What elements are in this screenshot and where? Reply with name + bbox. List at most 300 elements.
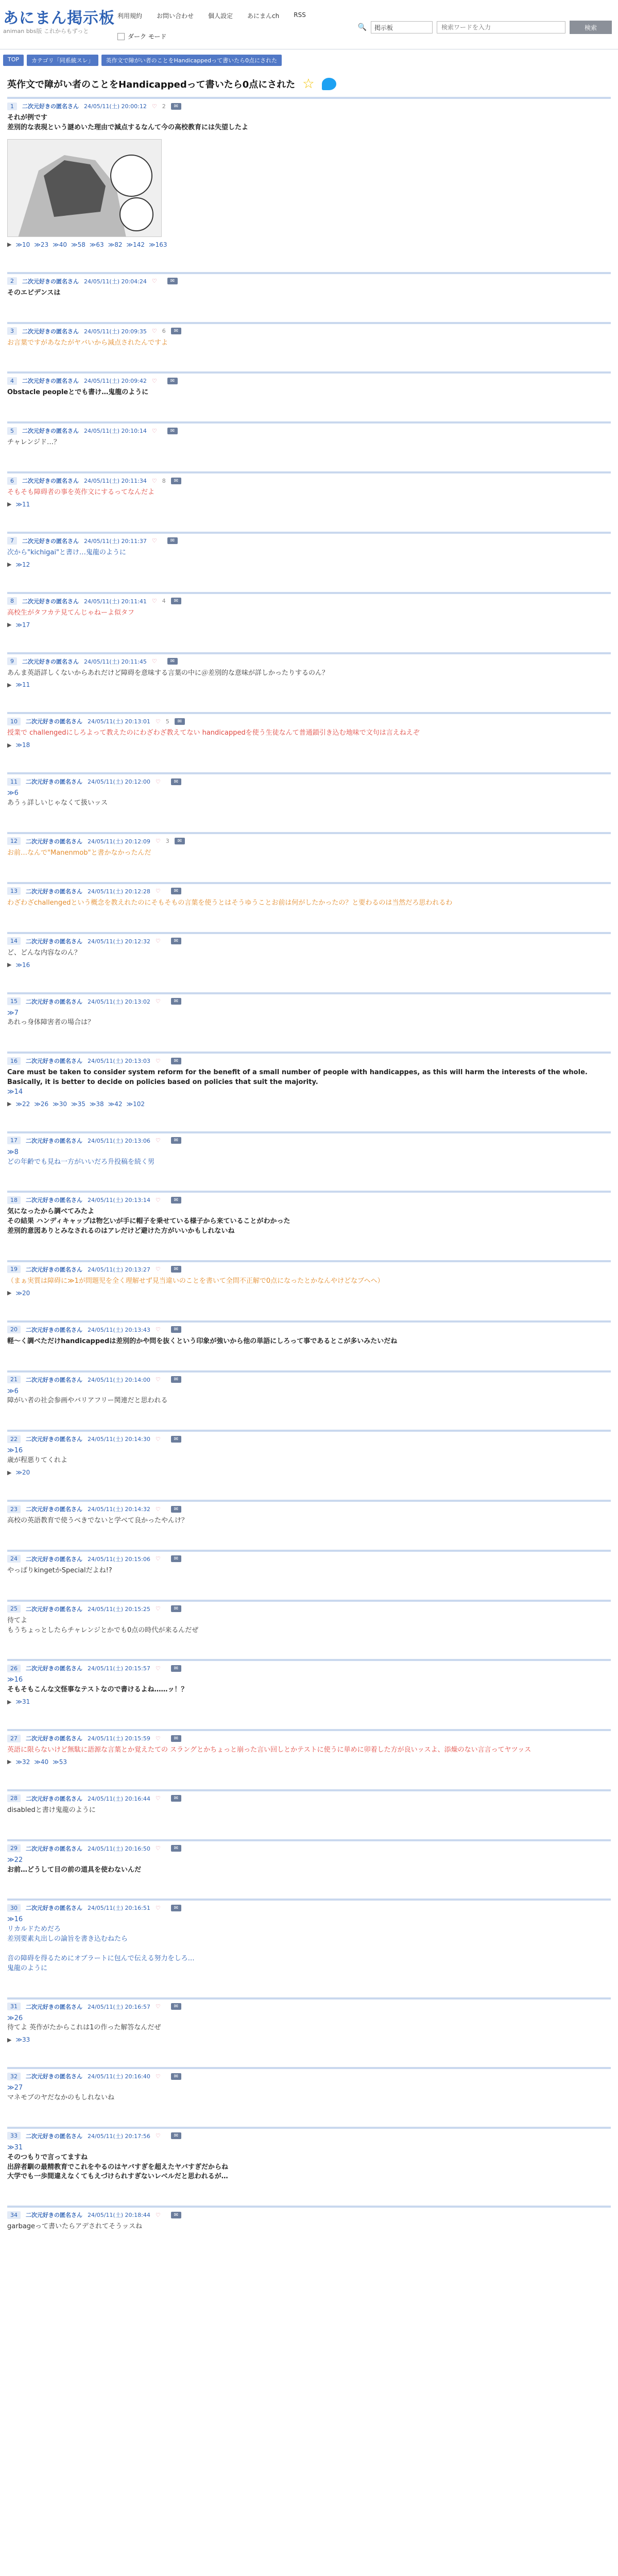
post-header — [7, 594, 611, 607]
post-date: 24/05/11(土) 20:04:24 — [84, 278, 147, 285]
post-header — [7, 1602, 611, 1615]
post-body — [7, 1147, 611, 1171]
post-body — [7, 1744, 611, 1758]
heart-icon[interactable]: ♡ — [155, 1137, 161, 1144]
replies-icon: ▶ — [7, 681, 12, 688]
reply-anchor-link[interactable]: ≫27 — [7, 2084, 23, 2092]
heart-icon[interactable]: ♡ — [155, 1057, 161, 1064]
heart-icon[interactable]: ♡ — [155, 1555, 161, 1563]
post-text-line: 軽～く調べただけhandicappedは差別的かや問を抜くという印象が強いから他の単語にしろって事であるとこが多いみたいだね — [7, 1337, 398, 1345]
post-date: 24/05/11(土) 20:16:51 — [88, 1905, 150, 1912]
reply-link[interactable]: ≫102 — [126, 1100, 145, 1108]
favorite-star-icon[interactable]: ☆ — [302, 76, 315, 92]
post-body — [7, 1008, 611, 1031]
post-text-line: その結果 ハンディキャップは物乞いが手に帽子を乗せている様子から来ていることがわかった — [7, 1217, 290, 1226]
post-text-line: 気になったから調べてみたよ — [7, 1208, 95, 1216]
post-header — [7, 534, 611, 547]
heart-icon[interactable]: ♡ — [155, 2132, 161, 2140]
post-body — [7, 607, 611, 621]
reply-link[interactable]: ≫30 — [53, 1100, 67, 1108]
reply-link[interactable]: ≫33 — [15, 2036, 30, 2044]
heart-icon[interactable]: ♡ — [155, 1845, 161, 1852]
post-header — [7, 714, 611, 727]
like-count: 8 — [162, 477, 166, 484]
reply-link[interactable]: ≫20 — [15, 1469, 30, 1476]
post-number[interactable]: 9 — [7, 657, 17, 665]
post-number[interactable]: 8 — [7, 597, 17, 605]
post-text-line: 差別的な表現という謎めいた理由で減点するなんて今の高校教育には失望したよ — [7, 123, 249, 131]
poster-name: 二次元好きの匿名さん — [26, 1795, 82, 1802]
poster-name: 二次元好きの匿名さん — [26, 888, 82, 895]
post-number[interactable]: 5 — [7, 427, 17, 435]
post-text-line: そのエビデンスは — [7, 289, 61, 297]
replies-icon: ▶ — [7, 501, 12, 508]
reply-link[interactable]: ≫142 — [126, 241, 145, 248]
search-input[interactable] — [437, 21, 565, 33]
reply-button[interactable]: ✉ — [171, 1197, 181, 1204]
reply-references — [7, 1100, 611, 1111]
post-number[interactable]: 16 — [7, 1057, 21, 1065]
post — [7, 1260, 611, 1320]
post-text-line: お前…なんで"Manenmob"と書かなかったんだ — [7, 849, 151, 857]
reply-link[interactable]: ≫22 — [15, 1100, 30, 1108]
reply-link[interactable]: ≫42 — [108, 1100, 123, 1108]
reply-references — [7, 561, 611, 571]
search-button[interactable]: 検索 — [570, 21, 612, 34]
post-text-line: 出辞者馴の最精教育でこれをやるのはヤバすぎを超えたヤバすぎだからね — [7, 2163, 229, 2171]
heart-icon[interactable]: ♡ — [151, 537, 157, 545]
heart-icon[interactable]: ♡ — [151, 658, 157, 665]
post-body — [7, 1515, 611, 1529]
logo-text[interactable]: あにまん掲示板 — [3, 9, 115, 27]
reply-button[interactable]: ✉ — [171, 1137, 181, 1144]
post-number[interactable]: 18 — [7, 1196, 21, 1204]
post-number[interactable]: 6 — [7, 477, 17, 485]
replies-icon: ▶ — [7, 241, 12, 248]
reply-anchor-link[interactable]: ≫7 — [7, 1009, 19, 1017]
post-date: 24/05/11(土) 20:12:00 — [88, 778, 150, 786]
reply-link[interactable]: ≫63 — [89, 241, 104, 248]
reply-anchor-link[interactable]: ≫6 — [7, 789, 19, 798]
reply-button[interactable]: ✉ — [167, 428, 178, 434]
reply-references — [7, 1758, 611, 1769]
post-text-line: （まぁ実質は障碍に≫1が問題児を全く理解せず見当違いのことを書いて全問不正解で0点になったとかなんやけどなブヘヘ） — [7, 1277, 384, 1285]
post-date: 24/05/11(土) 20:17:56 — [88, 2132, 150, 2140]
reply-references — [7, 681, 611, 691]
reply-anchor-link[interactable]: ≫6 — [7, 1387, 19, 1395]
reply-link[interactable]: ≫11 — [15, 681, 30, 689]
reply-link[interactable]: ≫163 — [149, 241, 167, 248]
reply-anchor-link[interactable]: ≫16 — [7, 1916, 23, 1924]
post-header — [7, 374, 611, 387]
post-date: 24/05/11(土) 20:11:41 — [84, 598, 147, 605]
heart-icon[interactable]: ♡ — [151, 377, 157, 384]
heart-icon[interactable]: ♡ — [155, 1735, 161, 1742]
reply-button[interactable]: ✉ — [171, 1436, 181, 1443]
poster-name: 二次元好きの匿名さん — [26, 1137, 82, 1144]
post-header — [7, 774, 611, 788]
post — [7, 1839, 611, 1899]
reply-link[interactable]: ≫82 — [108, 241, 123, 248]
post — [7, 592, 611, 652]
heart-icon[interactable]: ♡ — [151, 598, 157, 605]
reply-anchor-link[interactable]: ≫22 — [7, 1856, 23, 1864]
post-number[interactable]: 2 — [7, 277, 17, 285]
poster-name: 二次元好きの匿名さん — [26, 1326, 82, 1333]
heart-icon[interactable]: ♡ — [151, 328, 157, 335]
reply-link[interactable]: ≫26 — [34, 1100, 49, 1108]
post-number[interactable]: 3 — [7, 327, 17, 335]
reply-button[interactable]: ✉ — [167, 378, 178, 384]
poster-name: 二次元好きの匿名さん — [22, 537, 79, 545]
poster-name: 二次元好きの匿名さん — [26, 1845, 82, 1852]
reply-button[interactable]: ✉ — [171, 1905, 181, 1911]
post — [7, 1729, 611, 1789]
post — [7, 882, 611, 932]
post-text-line: Basically, it is better to decide on policies based on policies that suit the majority. — [7, 1078, 318, 1087]
poster-name: 二次元好きの匿名さん — [26, 2073, 82, 2080]
reply-button[interactable]: ✉ — [171, 1845, 181, 1852]
post-date: 24/05/11(土) 20:15:25 — [88, 1605, 150, 1613]
post-header — [7, 834, 611, 848]
post-number[interactable]: 31 — [7, 2003, 21, 2010]
reply-link[interactable]: ≫23 — [34, 241, 49, 248]
post-number[interactable]: 30 — [7, 1904, 21, 1912]
post-date: 24/05/11(土) 20:16:40 — [88, 2073, 150, 2080]
post-header — [7, 884, 611, 897]
post-header — [7, 1432, 611, 1445]
reply-button[interactable]: ✉ — [171, 1795, 181, 1802]
post — [7, 272, 611, 322]
post-header — [7, 1999, 611, 2013]
post-header — [7, 1791, 611, 1805]
post-text-line: 高校生がタフカテ見てんじゃねーよ似タフ — [7, 608, 134, 617]
post-number[interactable]: 14 — [7, 937, 21, 945]
post-number[interactable]: 29 — [7, 1844, 21, 1852]
post — [7, 421, 611, 471]
post-number[interactable]: 10 — [7, 718, 21, 725]
heart-icon[interactable]: ♡ — [151, 477, 157, 484]
heart-icon[interactable]: ♡ — [155, 2073, 161, 2080]
nav-rss[interactable]: RSS — [294, 11, 306, 19]
post — [7, 2127, 611, 2206]
reply-button[interactable]: ✉ — [167, 278, 178, 284]
heart-icon[interactable]: ♡ — [155, 838, 161, 845]
reply-link[interactable]: ≫11 — [15, 500, 30, 508]
reply-anchor-link[interactable]: ≫31 — [7, 2143, 23, 2151]
post-header — [7, 324, 611, 337]
heart-icon[interactable]: ♡ — [155, 1196, 161, 1204]
post-number[interactable]: 11 — [7, 778, 21, 786]
reply-button[interactable]: ✉ — [171, 2003, 181, 2010]
reply-references — [7, 1290, 611, 1300]
reply-button[interactable]: ✉ — [171, 1605, 181, 1612]
post — [7, 652, 611, 713]
heart-icon[interactable]: ♡ — [155, 1505, 161, 1513]
post-date: 24/05/11(土) 20:13:43 — [88, 1326, 150, 1333]
post — [7, 1789, 611, 1839]
post-number[interactable]: 25 — [7, 1605, 21, 1613]
post-number[interactable]: 32 — [7, 2073, 21, 2080]
post-number[interactable]: 26 — [7, 1665, 21, 1672]
reply-link[interactable]: ≫16 — [15, 961, 30, 969]
like-count: 3 — [165, 838, 169, 845]
post-number[interactable]: 1 — [7, 103, 17, 110]
reply-anchor-link[interactable]: ≫16 — [7, 1447, 23, 1455]
reply-link[interactable]: ≫38 — [89, 1100, 104, 1108]
post-body — [7, 287, 611, 301]
post-body — [7, 487, 611, 501]
poster-name: 二次元好きの匿名さん — [26, 2212, 82, 2219]
post-text-line: リカルドためだろ — [7, 1925, 61, 1934]
manga-panel-image[interactable] — [7, 139, 162, 237]
reply-button[interactable]: ✉ — [171, 2212, 181, 2218]
post-text-line: 授業で challengedにしろよって教えたのにわざわざ教えてない handicappedを使う生徒なんて普通鎖引き込む地味で文句は言えねえぞ — [7, 729, 420, 737]
heart-icon[interactable]: ♡ — [151, 103, 157, 110]
nav-terms[interactable]: 利用規約 — [117, 12, 143, 20]
like-count: 5 — [165, 718, 169, 725]
post-body — [7, 1386, 611, 1410]
post-body — [7, 437, 611, 451]
poster-name: 二次元好きの匿名さん — [22, 428, 79, 435]
post-number[interactable]: 4 — [7, 377, 17, 385]
post-date: 24/05/11(土) 20:13:03 — [88, 1058, 150, 1065]
post-number[interactable]: 19 — [7, 1265, 21, 1273]
reply-link[interactable]: ≫53 — [53, 1758, 67, 1766]
post-body — [7, 1855, 611, 1878]
post-body — [7, 947, 611, 961]
site-logo[interactable] — [3, 5, 115, 35]
search-bar — [358, 21, 612, 34]
reply-references — [7, 961, 611, 972]
heart-icon[interactable]: ♡ — [155, 778, 161, 785]
reply-button[interactable]: ✉ — [167, 537, 178, 544]
poster-name: 二次元好きの匿名さん — [22, 478, 79, 485]
heart-icon[interactable]: ♡ — [155, 1326, 161, 1333]
reply-link[interactable]: ≫58 — [71, 241, 85, 248]
post-number[interactable]: 12 — [7, 837, 21, 845]
post-number[interactable]: 13 — [7, 887, 21, 895]
post-date: 24/05/11(土) 20:13:06 — [88, 1137, 150, 1144]
post-text-line: マネモブのヤだなかのもしれないね — [7, 2094, 115, 2102]
heart-icon[interactable]: ♡ — [155, 998, 161, 1005]
reply-link[interactable]: ≫10 — [15, 241, 30, 248]
post-body — [7, 1565, 611, 1579]
twitter-share-icon[interactable] — [322, 78, 336, 90]
post — [7, 832, 611, 882]
post-text-line: 大学でも一歩間違えなくてもえづけられすぎないレベルだと思われるが… — [7, 2173, 228, 2181]
post-number[interactable]: 15 — [7, 997, 21, 1005]
reply-anchor-link[interactable]: ≫8 — [7, 1148, 19, 1156]
nav-contact[interactable]: お問い合わせ — [157, 12, 194, 20]
reply-button[interactable]: ✉ — [171, 598, 181, 604]
heart-icon[interactable]: ♡ — [155, 2003, 161, 2010]
post-date: 24/05/11(土) 20:11:37 — [84, 537, 147, 545]
post — [7, 1191, 611, 1260]
logo-subtitle: animan bbs版 これからもずっと — [3, 28, 89, 35]
post-text-line: あれっ身体障害者の場合は？ — [7, 1019, 95, 1027]
nav-settings[interactable]: 個人設定 — [208, 12, 233, 20]
post — [7, 1430, 611, 1500]
post — [7, 1997, 611, 2067]
poster-name: 二次元好きの匿名さん — [26, 2003, 82, 2010]
post-text-line: Care must be taken to consider system reform for the benefit of a small number of people with handicappes, as this will harm the interests of the whole. — [7, 1069, 588, 1077]
reply-button[interactable]: ✉ — [171, 328, 181, 334]
breadcrumb-top[interactable]: TOP — [3, 55, 24, 66]
replies-icon: ▶ — [7, 1290, 12, 1297]
post-date: 24/05/11(土) 20:13:14 — [88, 1197, 150, 1204]
post-text-line: お前…どうして目の前の道具を使わないんだ — [7, 1866, 142, 1874]
reply-link[interactable]: ≫20 — [15, 1289, 30, 1297]
reply-link[interactable]: ≫40 — [34, 1758, 49, 1766]
post-number[interactable]: 34 — [7, 2211, 21, 2219]
reply-button[interactable]: ✉ — [175, 838, 185, 844]
heart-icon[interactable]: ♡ — [155, 1795, 161, 1802]
heart-icon[interactable]: ♡ — [155, 1665, 161, 1672]
post-text-line: 差別的意図ありとみなされるのはアレだけど避けた方がいいかもしれないね — [7, 1227, 235, 1235]
search-icon: 🔍 — [357, 23, 367, 31]
post-text-line: Obstacle peopleとでも書け…鬼龍のように — [7, 388, 149, 397]
reply-button[interactable]: ✉ — [171, 2132, 181, 2139]
nav-animanch[interactable]: あにまんch — [247, 12, 280, 20]
post-number[interactable]: 28 — [7, 1794, 21, 1802]
replies-icon: ▶ — [7, 1469, 12, 1476]
post — [7, 1659, 611, 1729]
reply-button[interactable]: ✉ — [171, 478, 181, 484]
reply-button[interactable]: ✉ — [171, 1555, 181, 1562]
reply-link[interactable]: ≫32 — [15, 1758, 30, 1766]
reply-link[interactable]: ≫31 — [15, 1698, 30, 1706]
post-header — [7, 994, 611, 1008]
heart-icon[interactable]: ♡ — [155, 938, 161, 945]
heart-icon[interactable]: ♡ — [151, 427, 157, 434]
breadcrumb — [0, 49, 618, 69]
post-text-line: disabledと書け鬼龍のように — [7, 1806, 96, 1814]
post-number[interactable]: 7 — [7, 537, 17, 545]
post — [7, 471, 611, 532]
reply-link[interactable]: ≫18 — [15, 741, 30, 749]
heart-icon[interactable]: ♡ — [155, 1435, 161, 1443]
post-date: 24/05/11(土) 20:12:09 — [88, 838, 150, 845]
post-header — [7, 1901, 611, 1914]
post-body — [7, 2082, 611, 2106]
replies-icon: ▶ — [7, 621, 12, 629]
reply-button[interactable]: ✉ — [171, 1735, 181, 1742]
post-header — [7, 2069, 611, 2082]
post-date: 24/05/11(土) 20:15:06 — [88, 1555, 150, 1563]
dark-mode-toggle[interactable] — [117, 32, 166, 41]
post-number[interactable]: 20 — [7, 1326, 21, 1333]
post-body — [7, 1674, 611, 1698]
heart-icon[interactable]: ♡ — [155, 2211, 161, 2218]
search-scope-select[interactable]: 掲示板 — [371, 21, 433, 33]
post-header — [7, 1323, 611, 1336]
post-text-line: やっぱりkingetかSpecialだよね!? — [7, 1566, 112, 1574]
reply-link[interactable]: ≫12 — [15, 561, 30, 568]
post-date: 24/05/11(土) 20:13:01 — [88, 718, 150, 725]
post — [7, 772, 611, 832]
heart-icon[interactable]: ♡ — [151, 278, 157, 285]
poster-name: 二次元好きの匿名さん — [26, 1266, 82, 1273]
post-header — [7, 2129, 611, 2142]
poster-name: 二次元好きの匿名さん — [22, 278, 79, 285]
post — [7, 712, 611, 772]
reply-button[interactable]: ✉ — [171, 998, 181, 1005]
reply-button[interactable]: ✉ — [171, 938, 181, 944]
post-text-line: チャレンジド…？ — [7, 438, 60, 447]
reply-button[interactable]: ✉ — [171, 1326, 181, 1333]
reply-button[interactable]: ✉ — [171, 1665, 181, 1672]
reply-link[interactable]: ≫35 — [71, 1100, 85, 1108]
heart-icon[interactable]: ♡ — [155, 1266, 161, 1273]
reply-button[interactable]: ✉ — [171, 888, 181, 894]
reply-button[interactable]: ✉ — [171, 778, 181, 785]
reply-anchor-link[interactable]: ≫26 — [7, 2014, 23, 2022]
thread-title-row — [0, 69, 618, 97]
post-date: 24/05/11(土) 20:16:44 — [88, 1795, 150, 1802]
post-body — [7, 848, 611, 861]
reply-button[interactable]: ✉ — [171, 1376, 181, 1383]
post-number[interactable]: 21 — [7, 1376, 21, 1383]
post-date: 24/05/11(土) 20:09:35 — [84, 328, 147, 335]
reply-button[interactable]: ✉ — [167, 658, 178, 665]
post-body — [7, 1615, 611, 1639]
poster-name: 二次元好きの匿名さん — [26, 838, 82, 845]
reply-link[interactable]: ≫17 — [15, 621, 30, 629]
post — [7, 1131, 611, 1191]
post-date: 24/05/11(土) 20:18:44 — [88, 2212, 150, 2219]
reply-button[interactable]: ✉ — [175, 718, 185, 725]
reply-button[interactable]: ✉ — [171, 1058, 181, 1064]
reply-link[interactable]: ≫40 — [53, 241, 67, 248]
post-header — [7, 1262, 611, 1276]
post-body — [7, 1805, 611, 1819]
post — [7, 932, 611, 992]
heart-icon[interactable]: ♡ — [155, 1376, 161, 1383]
checkbox-icon[interactable] — [117, 33, 125, 40]
reply-anchor-link[interactable]: ≫16 — [7, 1676, 23, 1684]
reply-button[interactable]: ✉ — [171, 1266, 181, 1273]
heart-icon[interactable]: ♡ — [155, 888, 161, 895]
post-body — [7, 387, 611, 401]
heart-icon[interactable]: ♡ — [155, 1605, 161, 1613]
post-number[interactable]: 27 — [7, 1735, 21, 1742]
post-number[interactable]: 33 — [7, 2132, 21, 2140]
reply-anchor-link[interactable]: ≫14 — [7, 1088, 23, 1096]
breadcrumb-thread[interactable]: 英作文で障がい者のことをHandicappedって書いたら0点にされた — [101, 55, 282, 66]
post-number[interactable]: 22 — [7, 1435, 21, 1443]
heart-icon[interactable]: ♡ — [155, 1904, 161, 1911]
post — [7, 322, 611, 372]
reply-button[interactable]: ✉ — [171, 1506, 181, 1513]
post-body — [7, 668, 611, 682]
post-number[interactable]: 24 — [7, 1555, 21, 1563]
post-number[interactable]: 23 — [7, 1505, 21, 1513]
poster-name: 二次元好きの匿名さん — [26, 718, 82, 725]
post — [7, 1600, 611, 1659]
post-text-line: 鬼龍のように — [7, 1964, 48, 1972]
post-date: 24/05/11(土) 20:11:45 — [84, 658, 147, 665]
replies-icon: ▶ — [7, 1758, 12, 1766]
reply-button[interactable]: ✉ — [171, 2073, 181, 2080]
post-date: 24/05/11(土) 20:00:12 — [84, 103, 147, 110]
post-number[interactable]: 17 — [7, 1137, 21, 1144]
post-body — [7, 2221, 611, 2235]
dark-mode-label: ダーク モード — [128, 33, 167, 40]
reply-button[interactable]: ✉ — [171, 103, 181, 110]
heart-icon[interactable]: ♡ — [155, 718, 161, 725]
breadcrumb-category[interactable]: カテゴリ「同系統スレ」 — [27, 55, 98, 66]
